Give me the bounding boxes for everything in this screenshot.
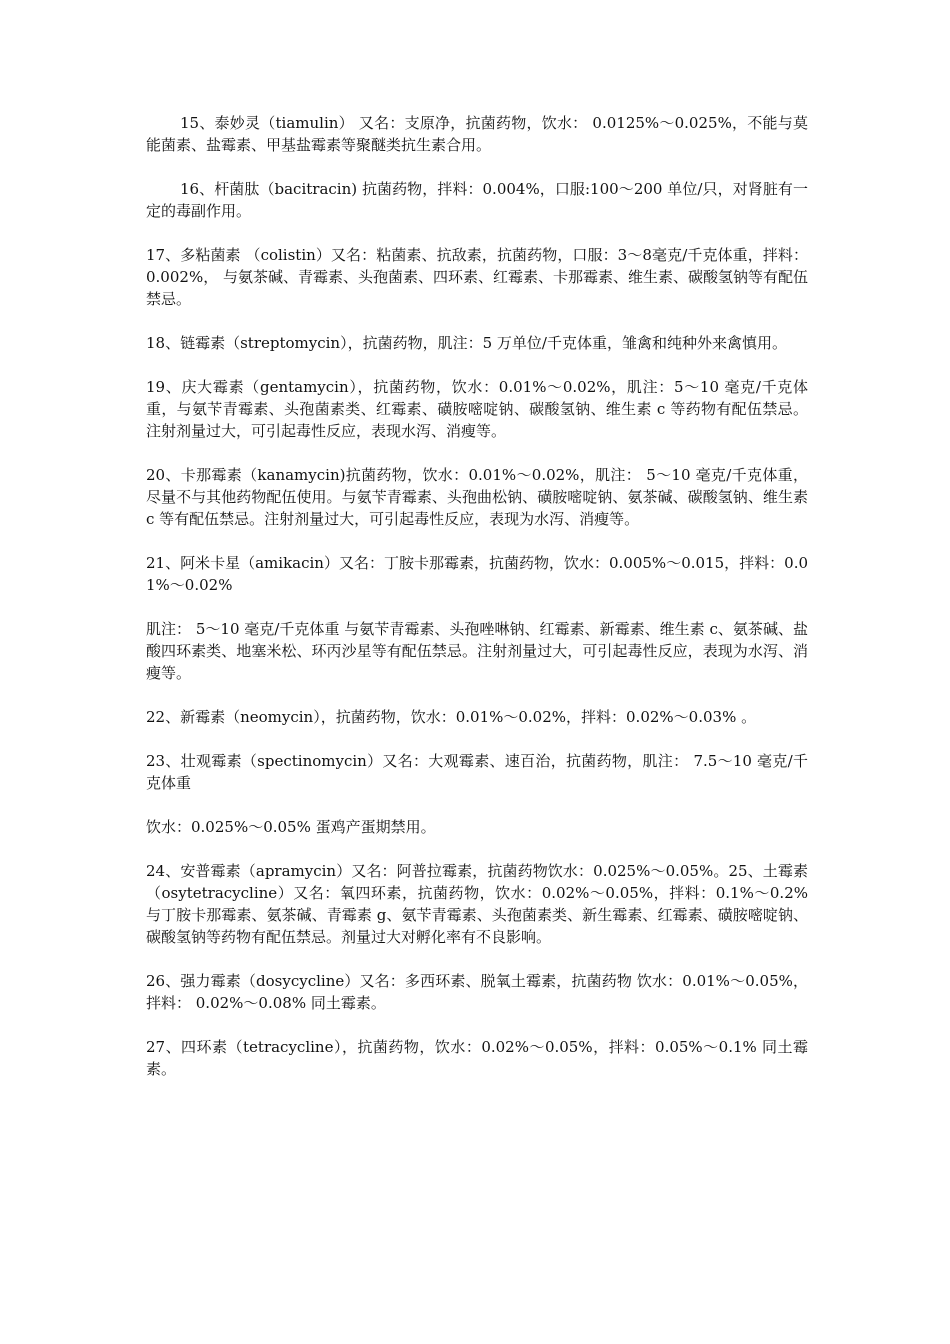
- paragraph-19-gentamycin: 19、庆大霉素（gentamycin），抗菌药物，饮水：0.01%～0.02%，肌注：5～10 毫克/千克体重，与氨苄青霉素、头孢菌素类、红霉素、磺胺嘧啶钠、碳酸氢钠、维生素 c 等药物有配伍禁忌。注射剂量过大，可引起毒性反应，表现水泻、消瘦等。: [146, 378, 808, 440]
- paragraph-18-streptomycin: 18、链霉素（streptomycin），抗菌药物，肌注：5 万单位/千克体重，雏禽和纯种外来禽慎用。: [146, 334, 787, 352]
- paragraph-16-bacitracin: 16、杆菌肽（bacitracin) 抗菌药物，拌料：0.004%，口服:100～200 单位/只，对肾脏有一定的毒副作用。: [146, 180, 808, 220]
- paragraph-21-amikacin: 21、阿米卡星（amikacin）又名：丁胺卡那霉素，抗菌药物，饮水：0.005%～0.015，拌料：0.01%～0.02%: [146, 554, 808, 594]
- paragraph-27-tetracycline: 27、四环素（tetracycline），抗菌药物，饮水：0.02%～0.05%，拌料：0.05%～0.1% 同土霉素。: [146, 1038, 808, 1078]
- paragraph-17-colistin: 17、多粘菌素 （colistin）又名：粘菌素、抗敌素，抗菌药物，口服：3～8毫克/千克体重，拌料： 0.002%， 与氨茶碱、青霉素、头孢菌素、四环素、红霉素、卡那霉素、维生素、碳酸氢钠等有配伍禁忌。: [146, 246, 808, 308]
- paragraph-23-drinking-water: 饮水：0.025%～0.05% 蛋鸡产蛋期禁用。: [146, 818, 436, 836]
- paragraph-24-apramycin: 24、安普霉素（apramycin）又名：阿普拉霉素，抗菌药物饮水：0.025%～0.05%。25、土霉素（osytetracycline）又名：氧四环素，抗菌药物，饮水：0.02%～0.05%，拌料：0.1%～0.2% 与丁胺卡那霉素、氨茶碱、青霉素 g、氨苄青霉素、头孢菌素类、新生霉素、红霉素、磺胺嘧啶钠、碳酸氢钠等药物有配伍禁忌。剂量过大对孵化率有不良影响。: [146, 862, 808, 946]
- paragraph-22-neomycin: 22、新霉素（neomycin），抗菌药物，饮水：0.01%～0.02%，拌料：0.02%～0.03% 。: [146, 708, 757, 726]
- document-body: [146, 112, 808, 1102]
- paragraph-20-kanamycin: 20、卡那霉素（kanamycin)抗菌药物，饮水：0.01%～0.02%，肌注： 5～10 毫克/千克体重，尽量不与其他药物配伍使用。与氨苄青霉素、头孢曲松钠、磺胺嘧啶钠、氨茶碱、碳酸氢钠、维生素 c 等有配伍禁忌。注射剂量过大，可引起毒性反应，表现为水泻、消瘦等。: [146, 466, 808, 528]
- paragraph-15-tiamulin: 15、泰妙灵（tiamulin） 又名：支原净，抗菌药物，饮水： 0.0125%～0.025%，不能与莫能菌素、盐霉素、甲基盐霉素等聚醚类抗生素合用。: [146, 114, 808, 154]
- paragraph-23-spectinomycin: 23、壮观霉素（spectinomycin）又名：大观霉素、速百治，抗菌药物，肌注： 7.5～10 毫克/千克体重: [146, 752, 808, 792]
- paragraph-26-doxycycline: 26、强力霉素（dosycycline）又名：多西环素、脱氧土霉素，抗菌药物 饮水：0.01%～0.05%，拌料： 0.02%～0.08% 同土霉素。: [146, 972, 808, 1012]
- paragraph-21-injection: 肌注： 5～10 毫克/千克体重 与氨苄青霉素、头孢唑啉钠、红霉素、新霉素、维生素 c、氨茶碱、盐酸四环素类、地塞米松、环丙沙星等有配伍禁忌。注射剂量过大，可引起毒性反应，表现为水泻、消瘦等。: [146, 620, 808, 682]
